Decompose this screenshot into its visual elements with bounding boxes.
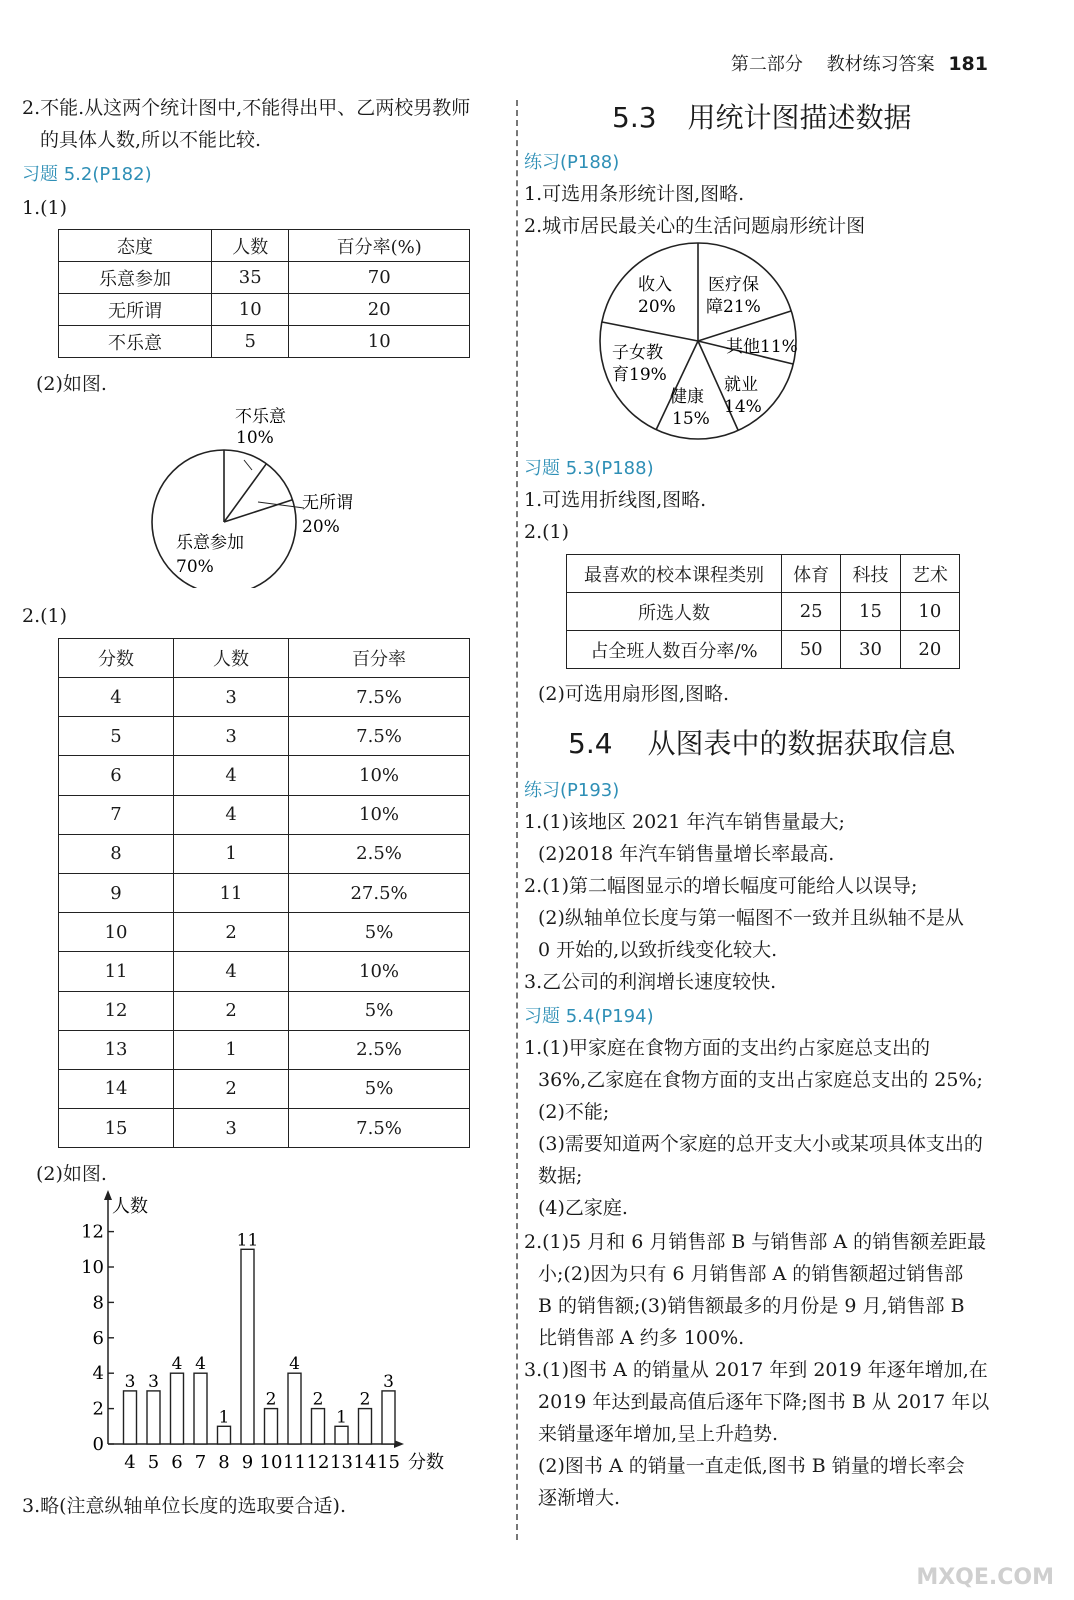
p193-line: (2)纵轴单位长度与第一幅图不一致并且纵轴不是从 [538,907,964,929]
x-tick-label: 9 [241,1452,254,1473]
table-cell: 1 [174,834,289,873]
table-cell: 11 [174,873,289,912]
table-cell: 4 [174,756,289,795]
p194-line: (4)乙家庭. [538,1197,628,1219]
p194-line: 来销量逐年增加,呈上升趋势. [538,1423,779,1445]
x-tick-label: 15 [377,1452,400,1473]
pie-label-jiankang: 健康 [670,387,704,407]
practice-p193-heading: 练习(P193) [524,780,620,801]
table-header: 态度 [59,230,212,262]
table-header: 体育 [782,555,841,593]
bar [194,1373,207,1444]
table-cell: 6 [59,756,174,795]
pie-label-yiliao-pct: 障21% [706,297,761,317]
q3-answer: 3.略(注意纵轴单位长度的选取要合适). [22,1495,346,1517]
attitude-pie-chart [140,398,400,588]
header-section: 第二部分 [730,54,803,75]
table-header: 人数 [174,639,289,678]
bar [288,1373,301,1444]
table-cell: 3 [174,717,289,756]
section-5-3-title [612,96,911,136]
table-cell: 10% [289,756,470,795]
table-cell: 5% [289,991,470,1030]
table-row [59,795,470,834]
table-header: 百分率(%) [289,230,470,262]
table-row [59,873,470,912]
table-header: 百分率 [289,639,470,678]
bar-value-label: 4 [195,1354,206,1375]
y-tick-label: 2 [92,1398,104,1420]
table-cell: 10 [900,593,959,631]
table-cell: 70 [289,262,470,294]
table-cell: 12 [59,991,174,1030]
table-cell: 20 [289,294,470,326]
table-cell: 15 [59,1109,174,1148]
bar [241,1249,254,1444]
table-cell: 2.5% [289,1030,470,1069]
table-row [59,991,470,1030]
table-cell: 2 [174,991,289,1030]
table-row [59,1069,470,1108]
p194-line: 小;(2)因为只有 6 月销售部 A 的销售额超过销售部 [538,1263,964,1285]
table-cell: 7 [59,795,174,834]
x-tick-label: 10 [259,1452,283,1473]
table-cell: 不乐意 [59,326,212,358]
bar [124,1391,137,1444]
watermark: MXQE.COM [916,1565,1054,1590]
pie-label-shouru: 收入 [638,275,672,295]
pie-label-leyi: 乐意参加 [176,533,244,553]
section-title: 用统计图描述数据 [687,101,912,134]
p194-line: 36%,乙家庭在食物方面的支出占家庭总支出的 25%; [538,1069,983,1091]
table-cell: 3 [174,678,289,717]
table-cell: 14 [59,1069,174,1108]
x-tick-label: 11 [283,1452,306,1473]
table-cell: 8 [59,834,174,873]
p193-line: (2)2018 年汽车销售量增长率最高. [538,843,835,865]
course-table [566,554,960,669]
p194-line: B 的销售额;(3)销售额最多的月份是 9 月,销售部 B [538,1295,965,1317]
column-divider [516,100,518,1540]
y-axis-label: 人数 [112,1196,148,1217]
table-cell: 27.5% [289,873,470,912]
table-cell: 7.5% [289,678,470,717]
table-cell: 占全班人数百分率/% [567,631,782,669]
pie-label-buleyi: 不乐意 [235,407,286,427]
table-cell: 1 [174,1030,289,1069]
table-cell: 35 [211,262,289,294]
p193-line: 1.(1)该地区 2021 年汽车销售量最大; [524,811,845,833]
bar-value-label: 2 [312,1389,324,1410]
p194-line: 逐渐增大. [538,1487,621,1509]
bar [147,1391,160,1444]
table-header: 艺术 [900,555,959,593]
y-tick-label: 10 [81,1257,104,1278]
pie-label-shouru-pct: 20% [638,297,676,317]
table-cell: 3 [174,1109,289,1148]
y-tick-label: 0 [92,1434,104,1455]
p194-line: 3.(1)图书 A 的销量从 2017 年到 2019 年逐年增加,在 [524,1359,988,1381]
p193-line: 0 开始的,以致折线变化较大. [538,939,778,961]
pie-divider [224,500,293,522]
table-cell: 5 [59,717,174,756]
table-row [59,1030,470,1069]
bar [382,1391,395,1444]
pie-label-zinv-pct: 育19% [612,365,667,385]
score-table [58,638,470,1148]
p194-line: (3)需要知道两个家庭的总开支大小或某项具体支出的 [538,1133,983,1155]
table-cell: 10 [211,294,289,326]
table-cell: 2 [174,913,289,952]
table-cell: 10 [289,326,470,358]
x-tick-label: 13 [330,1452,353,1473]
x-tick-label: 7 [194,1452,207,1473]
x-tick-label: 14 [353,1452,377,1473]
table-header: 科技 [841,555,900,593]
table-cell: 10% [289,795,470,834]
table-row [59,756,470,795]
r-answer-3: 1.可选用折线图,图略. [524,489,707,511]
table-cell: 5% [289,913,470,952]
table-row [59,717,470,756]
table-cell: 无所谓 [59,294,212,326]
table-row [59,834,470,873]
bar-value-label: 4 [171,1354,183,1375]
pie-label-wusuowei-pct: 20% [302,517,340,537]
p194-line: (2)不能; [538,1101,610,1123]
y-tick-label: 6 [92,1327,104,1349]
table-cell: 25 [782,593,841,631]
attitude-table [58,229,470,358]
table-header: 人数 [211,230,289,262]
table-cell: 4 [174,795,289,834]
r-answer-1: 1.可选用条形统计图,图略. [524,183,745,205]
table-cell: 9 [59,873,174,912]
pie-label-zinv: 子女教 [612,343,663,363]
table-cell: 20 [900,631,959,669]
r-answer-4: 2.(1) [524,521,570,543]
table-row [59,952,470,991]
p194-line: 1.(1)甲家庭在食物方面的支出约占家庭总支出的 [524,1037,931,1059]
section-number: 5.4 [568,727,613,760]
table-cell: 30 [841,631,900,669]
page-header [731,50,988,76]
city-concerns-pie-chart [590,236,810,446]
table-cell: 50 [782,631,841,669]
table-cell: 所选人数 [567,593,782,631]
table-header: 最喜欢的校本课程类别 [567,555,782,593]
y-tick-label: 8 [92,1292,104,1314]
y-tick-label: 4 [92,1363,104,1385]
pie-label-yiliao: 医疗保 [708,275,759,295]
table-cell: 2 [174,1069,289,1108]
table-cell: 15 [841,593,900,631]
table-cell: 4 [174,952,289,991]
pie-leader-line [244,460,252,470]
pie-label-buleyi-pct: 10% [236,428,274,448]
answer-2-line1: 2.不能.从这两个统计图中,不能得出甲、乙两校男教师 [22,97,471,119]
table-cell: 2.5% [289,834,470,873]
table-cell: 7.5% [289,1109,470,1148]
section-number: 5.3 [612,101,657,134]
answer-2-line2: 的具体人数,所以不能比较. [40,129,262,151]
x-tick-label: 12 [306,1452,330,1473]
bar-value-label: 11 [236,1230,259,1251]
q1-part1: 1.(1) [22,197,68,219]
bar [312,1409,325,1444]
table-row [59,1109,470,1148]
pie-label-qita: 其他11% [726,337,798,357]
page-number: 181 [948,53,988,75]
p194-line: 数据; [538,1165,583,1187]
pie-label-leyi-pct: 70% [176,557,214,577]
p193-line: 3.乙公司的利润增长速度较快. [524,971,777,993]
p194-line: 2019 年达到最高值后逐年下降;图书 B 从 2017 年以 [538,1391,990,1413]
score-bar-chart [60,1188,460,1488]
bar [359,1409,372,1444]
x-tick-label: 8 [218,1452,230,1473]
bar-value-label: 2 [359,1389,371,1410]
table-cell: 10 [59,913,174,952]
q2-part2: (2)如图. [36,1163,107,1185]
p193-line: 2.(1)第二幅图显示的增长幅度可能给人以误导; [524,875,918,897]
exercise-5-3-heading: 习题 5.3(P188) [524,458,654,479]
pie-divider [224,464,266,522]
bar-value-label: 4 [289,1354,300,1375]
r-answer-5: (2)可选用扇形图,图略. [538,683,729,705]
bar-value-label: 3 [383,1371,394,1392]
bar-value-label: 3 [148,1371,159,1392]
x-axis-label: 分数 [408,1452,444,1473]
bar-value-label: 1 [218,1407,230,1428]
x-tick-label: 6 [171,1452,183,1473]
table-row [59,913,470,952]
table-cell: 乐意参加 [59,262,212,294]
r-answer-2: 2.城市居民最关心的生活问题扇形统计图 [524,215,866,237]
table-header: 分数 [59,639,174,678]
table-cell: 11 [59,952,174,991]
table-cell: 13 [59,1030,174,1069]
q1-part2: (2)如图. [36,373,107,395]
bar [265,1409,278,1444]
table-cell: 5% [289,1069,470,1108]
table-cell: 5 [211,326,289,358]
bar-value-label: 2 [265,1389,277,1410]
bar [335,1426,348,1444]
section-title: 从图表中的数据获取信息 [647,727,956,760]
table-cell: 7.5% [289,717,470,756]
section-5-4-title [568,722,955,762]
bar [218,1426,231,1444]
pie-label-jiankang-pct: 15% [672,409,710,429]
exercise-5-2-heading: 习题 5.2(P182) [22,164,152,185]
bar [171,1373,184,1444]
bar-value-label: 1 [336,1407,347,1428]
exercise-5-4-heading: 习题 5.4(P194) [524,1006,654,1027]
table-cell: 10% [289,952,470,991]
p194-line: (2)图书 A 的销量一直走低,图书 B 销量的增长率会 [538,1455,965,1477]
p194-line: 2.(1)5 月和 6 月销售部 B 与销售部 A 的销售额差距最 [524,1231,987,1253]
x-tick-label: 4 [124,1452,136,1473]
practice-p188-heading: 练习(P188) [524,152,620,173]
pie-label-jiuye: 就业 [724,375,758,395]
q2-part1: 2.(1) [22,605,68,627]
p194-line: 比销售部 A 约多 100%. [538,1327,745,1349]
table-row [59,678,470,717]
x-tick-label: 5 [147,1452,160,1473]
y-tick-label: 12 [81,1221,104,1243]
bar-value-label: 3 [124,1371,136,1392]
header-chapter: 教材练习答案 [826,54,935,75]
pie-divider [602,322,698,341]
pie-label-wusuowei: 无所谓 [302,493,353,513]
pie-label-jiuye-pct: 14% [724,397,762,417]
y-axis-arrow [104,1190,112,1200]
table-cell: 4 [59,678,174,717]
